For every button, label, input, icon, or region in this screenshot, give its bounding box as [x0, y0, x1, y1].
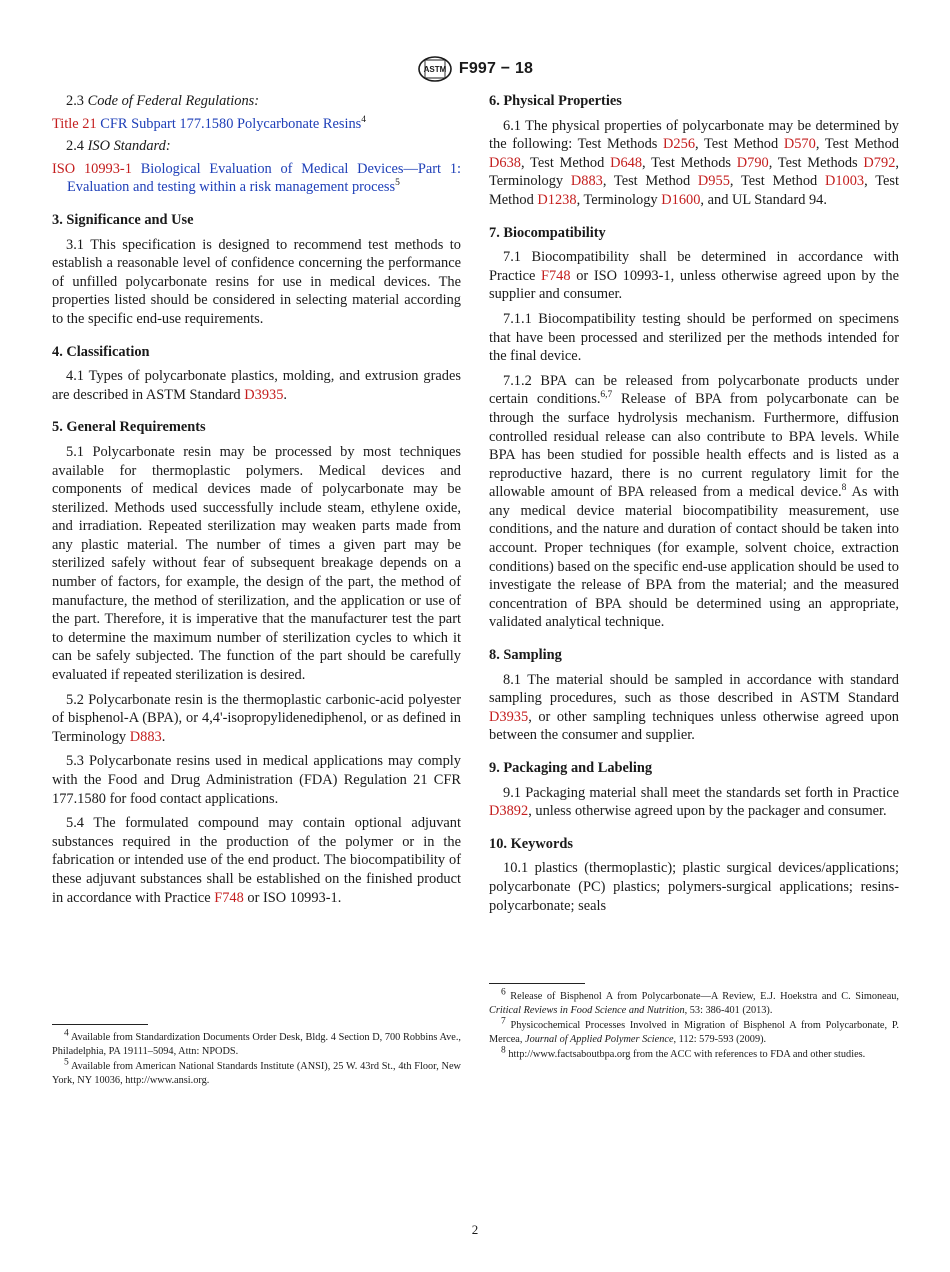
d1003-link[interactable]: D1003 [824, 173, 865, 190]
right-column [489, 92, 899, 921]
iso-title-link[interactable]: Biological Evaluation of Medical Devices—Part 1: Evaluation and testing within a risk management process [67, 160, 462, 196]
d883-link[interactable]: D883 [129, 728, 162, 745]
section-10-heading: 10. Keywords [489, 835, 573, 852]
d3892-link[interactable]: D3892 [489, 803, 529, 820]
paragraph-7-1-2: 7.1.2 BPA can be released from polycarbonate products under certain conditions.$^{6,7}$ Release of BPA from polycarbonate can be through the surface hydrolysis mechanism. Furthermore, diffusion controlled residual release can also contribute to BPA levels. While BPA has been studied for possible health effects and is listed as a reproductive hazard, there is no current regulatory limit for the allowable amount of BPA released from a medical device.$^8$ As with any medical device material biocompatibility measurement, use conditions, and the nature and duration of contact should be taken into account. Proper techniques (for example, solvent choice, extraction conditions) based on the specific end-use application should be used to investigate the release of BPA from the material; and the measured concentration of BPA should be determined using an appropriate, validated analytical technique. [489, 372, 899, 631]
footnote-divider [52, 1024, 148, 1025]
iso-10993-1-link[interactable]: ISO 10993-1 [52, 160, 132, 177]
footnote-5: $^5$ Available from American National Standards Institute (ANSI), 25 W. 43rd St., 4th Floor, New York, NY 10036, http://www.ansi.org. [52, 1057, 461, 1086]
paragraph-10-1: 10.1 plastics (thermoplastic); plastic surgical devices/applications; polycarbonate (PC) plastics; polymers-surgical applications; resins-polycarbonate; seals [489, 860, 899, 914]
section-6-heading: 6. Physical Properties [489, 93, 622, 109]
right-footnotes [489, 983, 899, 1064]
paragraph-5-3: 5.3 Polycarbonate resins used in medical applications may comply with the Food and Drug Administration (FDA) Regulation 21 CFR 177.1580 for food contact applications. [52, 753, 461, 807]
d790-link[interactable]: D790 [736, 154, 769, 171]
astm-logo-icon [417, 56, 453, 82]
title-21-link[interactable]: Title 21 [52, 115, 97, 132]
f748-link[interactable]: F748 [214, 889, 244, 906]
footnote-6: $^6$ Release of Bisphenol A from Polycarbonate—A Review, E.J. Hoekstra and C. Simoneau, Critical Reviews in Food Science and Nutrition, 53: 386-401 (2013). [489, 987, 900, 1016]
paragraph-6-1: 6.1 The physical properties of polycarbonate may be determined by the following: Test Methods D256, Test Method D570, Test Method D638, Test Method D648, Test Methods D790, Test Methods D792, Terminology D883, Test Method D955, Test Method D1003, Test Method D1238, Terminology D1600, and UL Standard 94. [489, 117, 900, 208]
left-footnotes [52, 1024, 461, 1089]
paragraph-5-1: 5.1 Polycarbonate resin may be processed by most techniques available for thermoplastic polymers. Medical devices and components of medical devices made of polycarbonate may be sterilized. Methods used successfully include steam, ethylene oxide, and irradiation. Repeated sterilization may weaken parts made from any plastic material. The number of times a given part may be sterilized safely without fear of subsequent breakage depends on a number of factors, for example, the design of the part, the method of manufacture, the method of sterilization, and the application or use of the part. Therefore, it is imperative that the manufacturer test the part to determine the maximum number of sterilization cycles to which it can be safely subjected. The function of the part should be carefully evaluated if repeated sterilization is desired. [52, 443, 461, 684]
cfr-reference [52, 115, 461, 134]
d1238-link[interactable]: D1238 [537, 191, 577, 208]
d792-link[interactable]: D792 [863, 154, 896, 171]
paragraph-4-1: 4.1 Types of polycarbonate plastics, molding, and extrusion grades are described in ASTM Standard D3935. [52, 368, 461, 403]
footnote-4: $^4$ Available from Standardization Documents Order Desk, Bldg. 4 Section D, 700 Robbins Ave., Philadelphia, PA 19111–5094, Attn: NPODS. [52, 1028, 462, 1057]
footnote-ref-6-7[interactable]: 6,7 [600, 390, 613, 401]
d638-link[interactable]: D638 [489, 154, 521, 171]
footnote-ref-5[interactable]: 5 [395, 178, 400, 189]
d3935-link[interactable]: D3935 [489, 708, 529, 725]
paragraph-5-4: 5.4 The formulated compound may contain optional adjuvant substances required in the production of the polymer or in the fabrication or intended use of the end product. The biocompatibility of these adjuvant substances shall be established on the finished product in accordance with Practice F748 or ISO 10993-1. [52, 815, 461, 906]
left-column [52, 92, 461, 913]
section-7-heading: 7. Biocompatibility [489, 224, 606, 241]
d1600-link[interactable]: D1600 [661, 191, 701, 208]
footnote-divider [489, 983, 585, 984]
section-2-4: 2.4 ISO Standard: [66, 138, 171, 155]
section-9-heading: 9. Packaging and Labeling [489, 760, 653, 776]
d570-link[interactable]: D570 [783, 136, 816, 153]
standard-designation: F997 − 18 [458, 60, 534, 77]
paragraph-3-1: 3.1 This specification is designed to recommend test methods to establish a reasonable level of confidence concerning the performance of unfilled polycarbonate resins for use in medical devices. The properties listed should be considered in selecting material according to the specific end-use requirements. [52, 236, 461, 327]
paragraph-8-1: 8.1 The material should be sampled in accordance with standard sampling procedures, such as those described in ASTM Standard D3935, or other sampling techniques unless otherwise agreed upon between the consumer and supplier. [489, 671, 899, 744]
section-8-heading: 8. Sampling [489, 647, 562, 664]
paragraph-9-1: 9.1 Packaging material shall meet the standards set forth in Practice D3892, unless otherwise agreed upon by the packager and consumer. [489, 784, 899, 820]
page-header [0, 56, 950, 82]
d3935-link[interactable]: D3935 [244, 386, 284, 403]
paragraph-5-2: 5.2 Polycarbonate resin is the thermoplastic carbonic-acid polyester of bisphenol-A (BPA), or 4,4'-isopropylidenediphenol, or as defined in Terminology D883. [52, 691, 461, 745]
f748-link[interactable]: F748 [540, 267, 571, 284]
section-2-3: 2.3 Code of Federal Regulations: [66, 93, 260, 109]
logo-text: ASTM [423, 65, 447, 74]
d256-link[interactable]: D256 [663, 136, 696, 153]
d955-link[interactable]: D955 [697, 173, 730, 190]
footnote-7: $^7$ Physicochemical Processes Involved in Migration of Bisphenol A from Polycarbonate, P. Mercea, Journal of Applied Polymer Science, 112: 579-593 (2009). [489, 1016, 899, 1045]
section-5-heading: 5. General Requirements [52, 419, 206, 436]
footnote-8: $^8$ http://www.factsaboutbpa.org from the ACC with references to FDA and other studies. [501, 1045, 866, 1061]
cfr-subpart-link[interactable]: CFR Subpart 177.1580 Polycarbonate Resins [100, 115, 362, 132]
d883-link[interactable]: D883 [570, 173, 603, 190]
page-number: 2 [471, 1222, 479, 1237]
paragraph-7-1: 7.1 Biocompatibility shall be determined in accordance with Practice F748 or ISO 10993-1, unless otherwise agreed upon by the supplier and consumer. [489, 249, 899, 303]
section-3-heading: 3. Significance and Use [52, 211, 194, 228]
footnote-ref-8[interactable]: 8 [841, 483, 847, 494]
footnote-ref-4[interactable]: 4 [361, 114, 367, 125]
section-4-heading: 4. Classification [52, 343, 150, 360]
d648-link[interactable]: D648 [610, 154, 643, 171]
iso-reference [52, 160, 461, 197]
paragraph-7-1-1: 7.1.1 Biocompatibility testing should be performed on specimens that have been processed and sterilized per the methods intended for the final device. [489, 310, 899, 365]
